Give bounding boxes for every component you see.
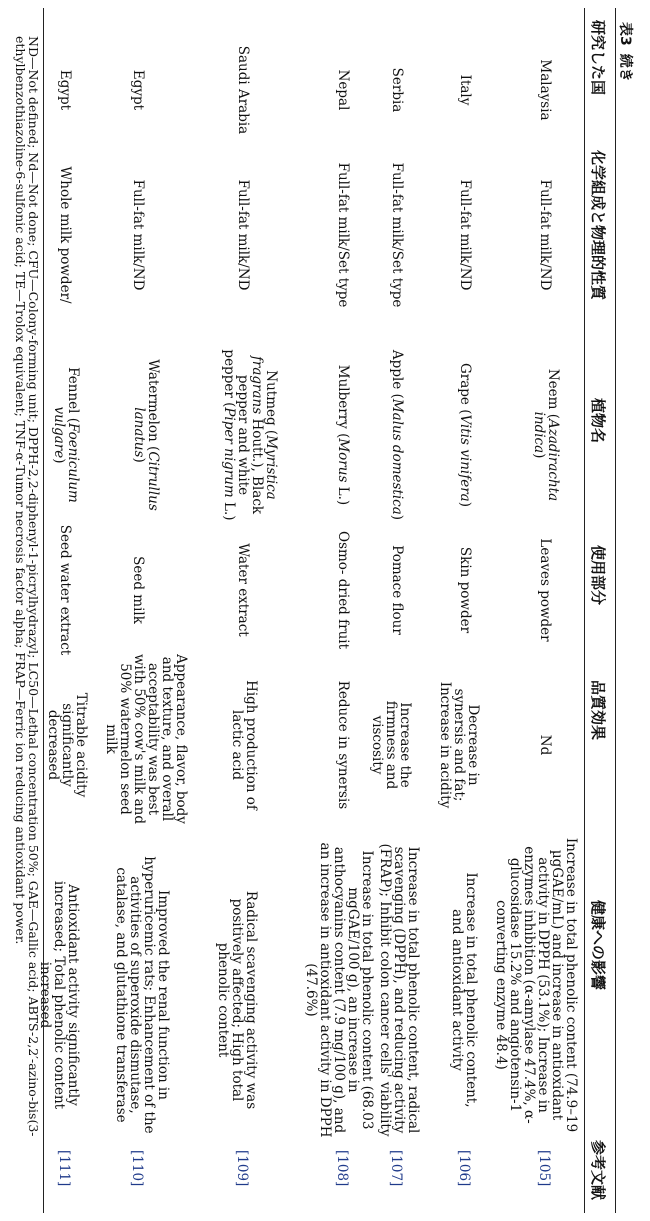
cell-part: Skin powder — [457, 546, 473, 634]
cell-composition: Full-fat milk/ND — [235, 179, 251, 291]
cell-quality: Reduce in synersis — [335, 680, 351, 810]
cell-composition: Whole milk powder/ — [57, 166, 73, 304]
cell-country: Egypt — [57, 69, 73, 111]
cell-quality: Decrease in synersis and fat; Increase in acidity — [437, 681, 481, 809]
header-part: 使用部分 — [589, 545, 607, 606]
cell-quality: Nd — [537, 734, 553, 756]
cell-plant: Nutmeg (Myristica fragrans Houtt.), Black pepper and white pepper (Piper nigrum L.) — [221, 349, 279, 521]
cell-quality: Increase the firmness and viscosity — [369, 700, 413, 790]
cell-plant: Fennel (Foeniculum vulgare) — [51, 367, 81, 503]
cell-part: Water extract — [235, 543, 251, 637]
cell-quality: Titrable acidity significantly decreased — [45, 692, 89, 798]
table-footnote: ND—Not defined; Nd—Not done; CFU—Colony-forming unit; DPPH-2,2-diphenyl-1-picrylhydrazyl; LC50—Lethal concentration 50%; GAE—Gallic acid; ABTS-2,2′-azino-bis(3-ethylbenzothiazoline-6-sulfonic acid; TE—Trolox equivalent; TNF-α-Tumor necrosis factor alpha; FRAP—Ferric ion reducing antioxidant power. — [13, 36, 41, 1137]
cell-quality: High production of lactic acid — [229, 680, 259, 810]
cell-health: Improved the renal function in hyperuricemic rats; Enhancement of the activities of superoxide dismutase, catalase, and glutathione transferase — [113, 856, 171, 1134]
cell-reference[interactable]: [105] — [536, 1150, 552, 1187]
cell-quality: Appearance, flavor, body and texture, and overall acceptability was best with 50% cow's milk and 50% watermelon seed milk — [103, 653, 189, 825]
header-plant: 植物名 — [589, 398, 607, 444]
cell-part: Pomace flour — [389, 545, 405, 635]
cell-part: Leaves powder — [537, 538, 553, 642]
cell-country: Saudi Arabia — [235, 45, 251, 135]
top-rule — [615, 8, 616, 1213]
cell-health: Increase in total phenolic content, and antioxidant activity — [449, 872, 479, 1108]
cell-plant: Apple (Malus domestica) — [389, 349, 405, 521]
cell-country: Serbia — [389, 67, 405, 113]
cell-reference[interactable]: [110] — [129, 1150, 145, 1187]
bottom-rule — [43, 8, 44, 1213]
cell-composition: Full-fat milk/ND — [457, 179, 473, 291]
cell-health: Increase in total phenolic content (68.03 mgGAE/100 g), an increase in anthocyanins content (7.9 mg/100 g), and an increase in antioxidant activity in DPPH (47.6%) — [303, 842, 375, 1138]
table-continued: 続き — [617, 53, 633, 82]
cell-composition: Full-fat milk/Set type — [389, 162, 405, 308]
cell-plant: Mulberry (Morus L.) — [335, 364, 351, 506]
header-country: 研究した国 — [589, 20, 607, 96]
cell-reference[interactable]: [111] — [56, 1150, 72, 1187]
cell-composition: Full-fat milk/Set type — [335, 162, 351, 308]
cell-country: Nepal — [335, 69, 351, 111]
cell-health: Antioxidant activity significantly increased; Total phenolic content increased — [37, 880, 81, 1110]
cell-composition: Full-fat milk/ND — [130, 179, 146, 291]
cell-part: Seed water extract — [57, 524, 73, 656]
cell-country: Malaysia — [537, 59, 553, 121]
header-health: 健康への影響 — [589, 900, 607, 991]
cell-reference[interactable]: [107] — [388, 1150, 404, 1187]
table-label: 表3 — [617, 22, 633, 46]
cell-reference[interactable]: [108] — [334, 1150, 350, 1187]
cell-reference[interactable]: [109] — [234, 1150, 250, 1187]
header-composition: 化学組成と物理的性質 — [589, 150, 607, 301]
cell-plant: Neem (Azadirachta indica) — [531, 368, 561, 502]
table-caption — [616, 22, 636, 90]
cell-part: Osmo- dried fruit — [335, 531, 351, 649]
header-reference: 参考文献 — [589, 1140, 607, 1201]
cell-health: Increase in total phenolic content (74.9–19 µgGAE/mL) and increase in antioxidant activity in DPPH (53.1%); Increase in enzymes inhibition (α-amylase 47.4%, α-glucosidase 15.2% and angiotensin-1 converting enzyme 48.4) — [493, 837, 579, 1133]
cell-composition: Full-fat milk/ND — [537, 179, 553, 291]
cell-health: Increase in total phenolic content, radical scavenging (DPPH), and reducing activity (FRAP); Inhibit colon cancer cells' viability — [377, 843, 421, 1137]
cell-reference[interactable]: [106] — [456, 1150, 472, 1187]
header-rule — [584, 8, 585, 1213]
cell-part: Seed milk — [130, 556, 146, 624]
header-quality: 品質効果 — [589, 680, 607, 741]
cell-plant: Watermelon (Citrullus lanatus) — [131, 359, 161, 511]
cell-plant: Grape (Vitis vinifera) — [457, 362, 473, 507]
cell-country: Italy — [457, 74, 473, 106]
cell-health: Radical scavenging activity was positively affected; High total phenolic content — [215, 890, 259, 1110]
cell-country: Egypt — [130, 69, 146, 111]
